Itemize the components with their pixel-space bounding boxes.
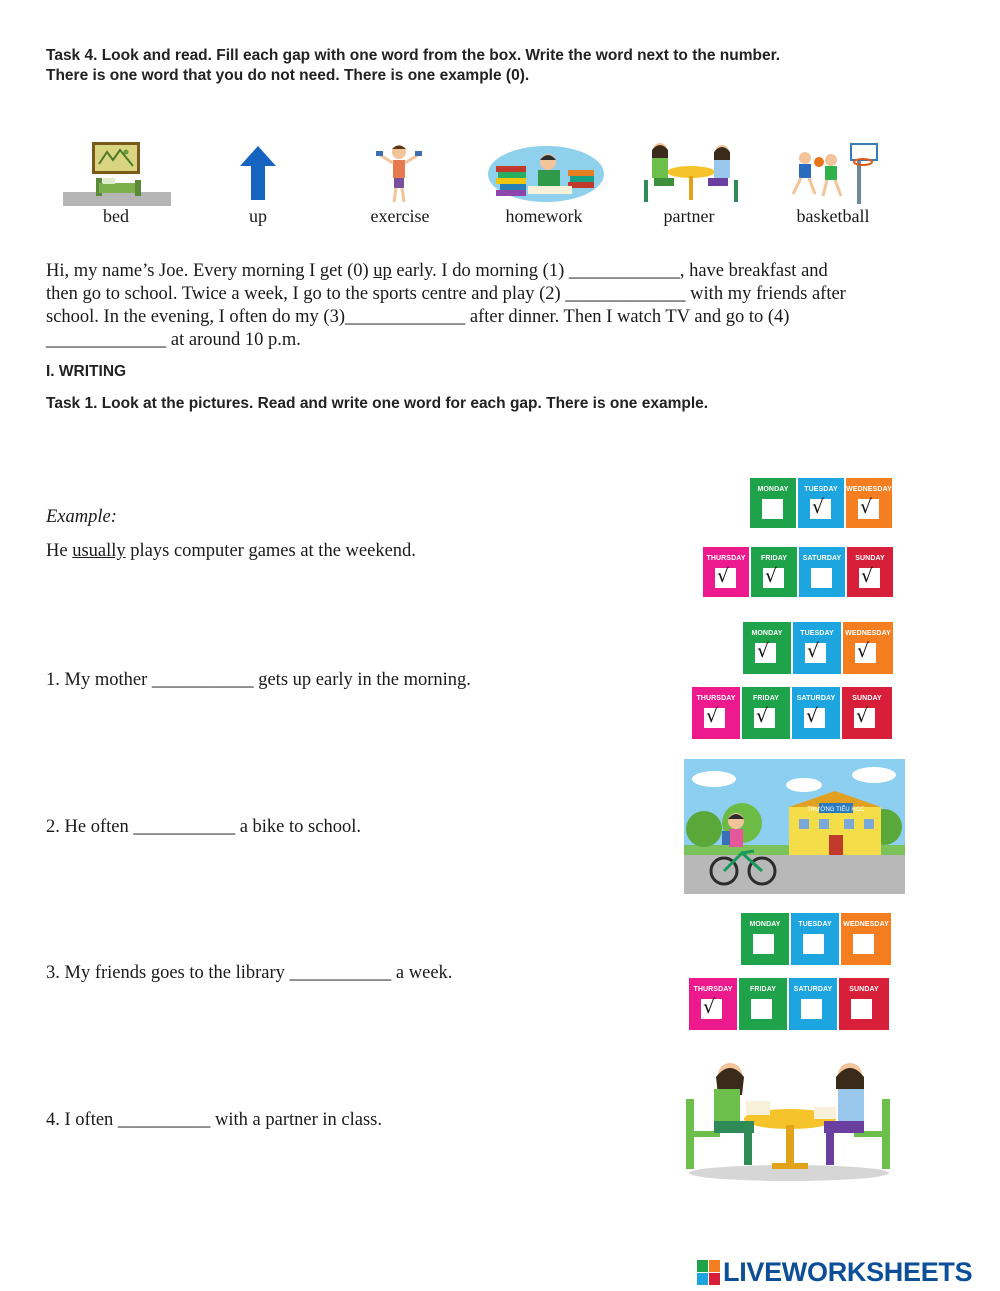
day-monday: MONDAY <box>750 478 796 528</box>
word-bed: bed <box>103 206 129 226</box>
day-wednesday: WEDNESDAY <box>841 913 891 965</box>
checkbox-checked <box>715 565 736 588</box>
checkbox-empty <box>811 568 832 588</box>
day-tuesday: TUESDAY √ <box>793 622 841 674</box>
q1-calendar-row2 <box>692 687 894 739</box>
check-icon: √ <box>806 705 819 727</box>
checkbox-checked <box>854 705 875 728</box>
example-calendar-row1 <box>750 478 894 528</box>
checkbox-checked <box>810 496 831 519</box>
day-thursday: THURSDAY √ <box>689 978 737 1030</box>
day-monday: MONDAY √ <box>743 622 791 674</box>
check-icon: √ <box>703 996 716 1018</box>
check-icon: √ <box>717 565 730 587</box>
day-saturday: SATURDAY <box>789 978 837 1030</box>
example-start: He <box>46 541 73 561</box>
question-1: 1. My mother ___________ gets up early in the morning. <box>46 670 471 690</box>
example-sentence <box>46 540 416 563</box>
day-saturday: SATURDAY √ <box>792 687 840 739</box>
passage-line1 <box>46 260 828 283</box>
check-icon: √ <box>856 705 869 727</box>
day-sunday: SUNDAY √ <box>842 687 892 739</box>
check-icon: √ <box>857 640 870 662</box>
up-arrow-icon <box>240 146 276 200</box>
word-exercise: exercise <box>370 206 430 226</box>
day-wednesday: WEDNESDAY √ <box>846 478 892 528</box>
checkbox-empty <box>853 934 874 954</box>
task4-instruction-line1: Task 4. Look and read. Fill each gap with one word from the box. Write the word next to the number. <box>46 47 781 64</box>
example-calendar-row2 <box>703 547 895 597</box>
checkbox-empty <box>851 999 872 1019</box>
passage-line1-end: early. I do morning (1) ____________, have breakfast and <box>391 261 828 281</box>
checkbox-checked <box>855 640 876 663</box>
day-sunday: SUNDAY <box>839 978 889 1030</box>
question-3: 3. My friends goes to the library ___________ a week. <box>46 963 453 983</box>
day-wednesday: WEDNESDAY √ <box>843 622 893 674</box>
check-icon: √ <box>706 705 719 727</box>
checkbox-empty <box>803 934 824 954</box>
homework-picture <box>488 140 604 204</box>
partner-picture <box>638 140 744 204</box>
school-sign: TRƯỜNG TIỂU HỌC <box>807 807 865 813</box>
day-friday: FRIDAY <box>739 978 787 1030</box>
checkbox-checked <box>859 565 880 588</box>
day-friday: FRIDAY √ <box>751 547 797 597</box>
check-icon: √ <box>807 640 820 662</box>
exercise-picture <box>374 142 424 204</box>
check-icon: √ <box>861 565 874 587</box>
word-partner: partner <box>663 206 715 226</box>
checkbox-checked <box>804 705 825 728</box>
logo-icon <box>697 1260 721 1286</box>
passage-example-word: up <box>373 261 392 281</box>
q1-calendar-row1 <box>743 622 895 674</box>
example-answer: usually <box>72 541 126 561</box>
checkbox-checked <box>858 496 879 519</box>
q3-calendar-row1 <box>741 913 893 965</box>
check-icon: √ <box>756 705 769 727</box>
day-thursday: THURSDAY √ <box>692 687 740 739</box>
question-2: 2. He often ___________ a bike to school. <box>46 817 361 837</box>
word-homework: homework <box>505 206 583 226</box>
partner-work-picture <box>684 1055 894 1183</box>
passage-line2: then go to school. Twice a week, I go to the sports centre and play (2) _____________ with my friends after <box>46 284 846 304</box>
check-icon: √ <box>860 496 873 518</box>
word-up: up <box>249 206 267 226</box>
passage-line1-start: Hi, my name’s Joe. Every morning I get (0) <box>46 261 374 281</box>
checkbox-checked <box>755 640 776 663</box>
day-monday: MONDAY <box>741 913 789 965</box>
example-label: Example: <box>46 507 117 527</box>
liveworksheets-logo[interactable] <box>697 1257 972 1288</box>
task4-instruction-line2: There is one word that you do not need. There is one example (0). <box>46 67 530 84</box>
example-end: plays computer games at the weekend. <box>125 541 416 561</box>
checkbox-empty <box>801 999 822 1019</box>
bike-to-school-picture <box>684 759 905 894</box>
logo-text: LIVEWORKSHEETS <box>723 1257 973 1287</box>
day-saturday: SATURDAY <box>799 547 845 597</box>
basketball-picture <box>783 142 887 204</box>
check-icon: √ <box>765 565 778 587</box>
question-4: 4. I often __________ with a partner in class. <box>46 1110 383 1130</box>
checkbox-empty <box>751 999 772 1019</box>
task1-instruction: Task 1. Look at the pictures. Read and write one word for each gap. There is one example. <box>46 395 709 412</box>
passage-line3: school. In the evening, I often do my (3)_____________ after dinner. Then I watch TV and go to (4) <box>46 307 790 327</box>
day-thursday: THURSDAY √ <box>703 547 749 597</box>
checkbox-checked <box>704 705 725 728</box>
passage-line4: _____________ at around 10 p.m. <box>46 330 301 350</box>
writing-heading: I. WRITING <box>46 363 127 380</box>
checkbox-checked <box>805 640 826 663</box>
checkbox-checked <box>701 996 722 1019</box>
word-basketball: basketball <box>796 206 870 226</box>
day-tuesday: TUESDAY √ <box>798 478 844 528</box>
q3-calendar-row2 <box>689 978 891 1030</box>
check-icon: √ <box>812 496 825 518</box>
checkbox-empty <box>753 934 774 954</box>
day-sunday: SUNDAY √ <box>847 547 893 597</box>
day-friday: FRIDAY √ <box>742 687 790 739</box>
day-tuesday: TUESDAY <box>791 913 839 965</box>
check-icon: √ <box>757 640 770 662</box>
bed-picture <box>63 140 171 206</box>
checkbox-empty <box>762 499 783 519</box>
